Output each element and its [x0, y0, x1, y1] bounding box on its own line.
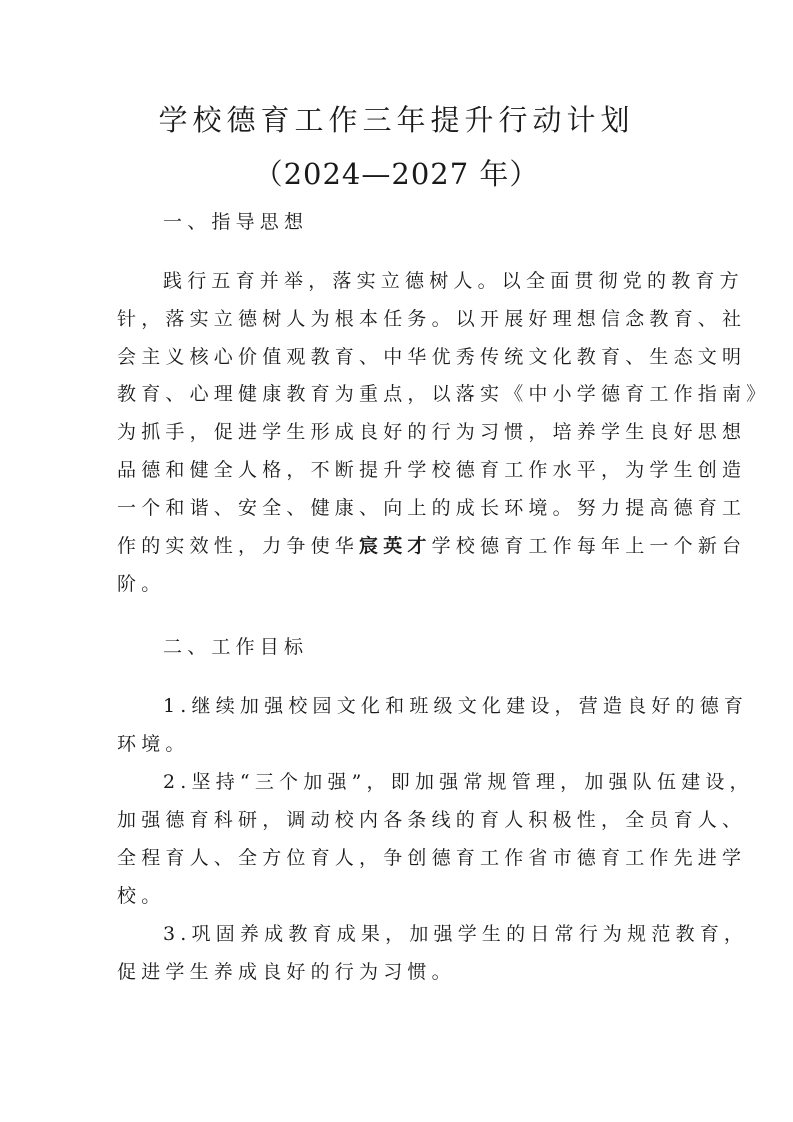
- paragraph-line: [117, 535, 746, 557]
- paragraph-line: 践行五育并举，落实立德树人。以全面贯彻党的教育方: [163, 270, 744, 292]
- goal-item-line: 促进学生养成良好的行为习惯。: [117, 961, 456, 983]
- school-name: 宸英才: [359, 535, 432, 557]
- goal-item-line: 1.继续加强校园文化和班级文化建设，营造良好的德育: [163, 695, 749, 717]
- text-segment: 作的实效性，力争使华: [117, 535, 360, 557]
- document-subtitle: （2024—2027 年）: [253, 157, 540, 191]
- goal-item-line: 2.坚持“三个加强”，即加强常规管理，加强队伍建设，: [163, 771, 754, 793]
- paragraph-line: 针，落实立德树人为根本任务。以开展好理想信念教育、社: [117, 308, 747, 330]
- paragraph-line: 品德和健全人格，不断提升学校德育工作水平，为学生创造: [117, 459, 747, 481]
- section-heading-2: 二、工作目标: [163, 636, 309, 658]
- paragraph-line: 一个和谐、安全、健康、向上的成长环境。努力提高德育工: [117, 497, 747, 519]
- goal-item-line: 校。: [117, 885, 166, 907]
- text-segment: 学校德育工作每年上一个新台: [431, 535, 747, 557]
- paragraph-line: 会主义核心价值观教育、中华优秀传统文化教育、生态文明: [117, 346, 747, 368]
- paragraph-line: 为抓手，促进学生形成良好的行为习惯，培养学生良好思想: [117, 421, 747, 443]
- document-title: 学校德育工作三年提升行动计划: [158, 103, 635, 137]
- paragraph-line: 教育、心理健康教育为重点，以落实《中小学德育工作指南》: [117, 383, 771, 405]
- goal-item-line: 全程育人、全方位育人，争创德育工作省市德育工作先进学: [117, 847, 747, 869]
- goal-item-line: 3.巩固养成教育成果，加强学生的日常行为规范教育，: [163, 923, 749, 945]
- goal-item-line: 加强德育科研，调动校内各条线的育人积极性，全员育人、: [117, 809, 747, 831]
- goal-item-line: 环境。: [117, 733, 190, 755]
- section-heading-1: 一、指导思想: [163, 211, 309, 233]
- paragraph-line: 阶。: [117, 573, 166, 595]
